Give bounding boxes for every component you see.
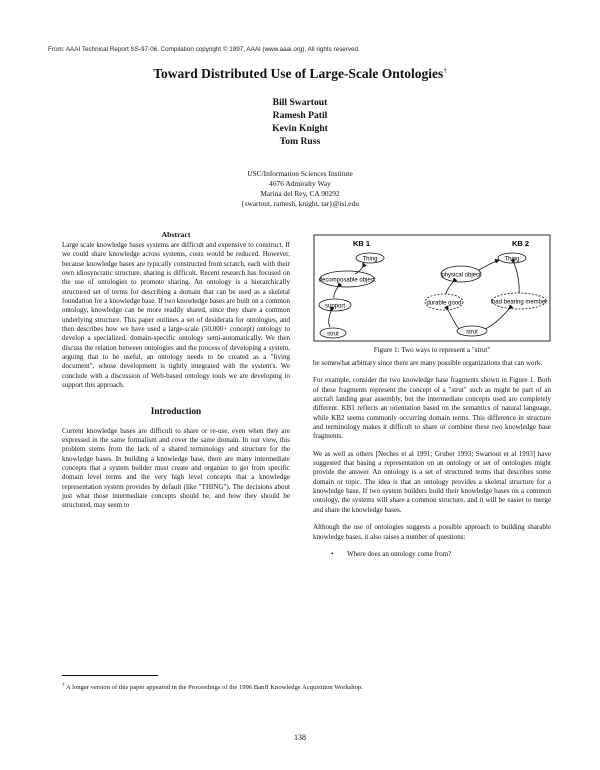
kb1-node-support-label: support [324, 303, 346, 310]
figure-frame [314, 235, 550, 341]
introduction-heading: Introduction [150, 406, 202, 417]
kb2-node-physical-object-label: physical object [441, 272, 481, 279]
footnote-mark: † [62, 682, 65, 688]
paragraph: be somewhat arbitrary since there are many possible organizations that can work. [313, 359, 543, 367]
paper-title [0, 66, 600, 82]
paragraph: We as well as others [Neches et al 1991; Gruber 1993; Swartout et al 1993] have suggested that basing a representation on an ontology or set of ontologies might provide the answer. An ontology is a set of structured terms that describes some domain or topic. The idea is that an ontology provides a skeletal structure for a knowledge base. If two system builders build their knowledge bases on a common ontology, the systems will share a common structure, and it will be easier to merge and share the knowledge bases. [313, 449, 551, 514]
title-footnote-mark: † [443, 66, 447, 75]
kb-diagram [313, 234, 551, 342]
author-list [0, 96, 600, 148]
right-column [313, 359, 551, 558]
page-number: 138 [294, 733, 306, 742]
kb1-node-decomposable-object-label: decomposable object [318, 277, 376, 284]
affiliation [0, 169, 600, 209]
introduction-text: Current knowledge bases are difficult to share or re-use, even when they are expressed in the same formalism and cover the same domain. In our view, this problem stems from the lack of a shared terminology and structure for the knowledge bases. In building a knowledge base, there are many intermediate concepts that a system builder must create and organize to get from specific domain level terms and the very high level concepts that a knowledge representation system provides by default (like "THING"). The decisions about just what those intermediate concepts should be, and how they should be structured, may seem to [62, 426, 290, 510]
bullet-dot: • [331, 549, 334, 558]
author: Ramesh Patil [272, 110, 328, 121]
kb1-node-strut-label: strut [327, 331, 339, 338]
footnote [62, 682, 522, 691]
kb2-node-thing-label: Thing [504, 256, 520, 263]
affiliation-line: 4676 Admiralty Way [269, 179, 331, 188]
left-column [62, 230, 290, 511]
kb1-node-thing-label: Thing [362, 256, 378, 263]
footnote-text: A longer version of this paper appeared in the Proceedings of the 1996 Banff Knowledge Acquisition Workshop. [66, 684, 363, 692]
author: Kevin Knight [272, 123, 328, 134]
title-text: Toward Distributed Use of Large-Scale Ontologies [153, 66, 444, 81]
kb2-label: KB 2 [512, 239, 530, 248]
affiliation-line: USC/Information Sciences Institute [247, 169, 353, 178]
kb2-node-durable-good-label: durable good [426, 300, 462, 307]
author: Bill Swartout [272, 97, 328, 108]
affiliation-line: Marina del Rey, CA 90292 [260, 189, 340, 198]
abstract-heading: Abstract [161, 230, 191, 239]
figure-caption: Figure 1: Two ways to represent a "strut" [373, 346, 491, 354]
footnote-rule [62, 675, 158, 676]
kb1-label: KB 1 [353, 239, 371, 248]
kb2-node-strut-label: strut [466, 329, 478, 336]
paragraph: Although the use of ontologies suggests a possible approach to building sharable knowledge bases, it also raises a number of questions: [313, 523, 551, 541]
paragraph: For example, consider the two knowledge base fragments shown in Figure 1. Both of these fragments represent the concept of a "strut" such as might be part of an aircraft landing gear assembly, but the intermediate concepts used are completely different. KB1 reflects an orientation based on the semantics of natural language, while KB2 seems commonly occurring domain terms. This difference in structure and terminology makes it difficult to share or combine these two knowledge base fragments. [313, 376, 551, 441]
copyright-header: From: AAAI Technical Report SS-97-06. Compilation copyright © 1997, AAAI (www.aaai.org). All rights reserved. [48, 46, 360, 53]
author: Tom Russ [279, 136, 321, 147]
bullet-text: Where does an ontology come from? [347, 549, 452, 558]
affiliation-email: {swartout, ramesh, knight, tar}@isi.edu [241, 199, 359, 208]
kb2-node-load-bearing-member-label: load bearing member [490, 299, 548, 306]
figure-1 [313, 234, 551, 342]
bullet-item [331, 550, 551, 558]
abstract-text: Large scale knowledge bases systems are difficult and expensive to construct. If we could share knowledge across systems, costs would be reduced. However, because knowledge bases are typically constructed from scratch, each with their own idiosyncratic structure, sharing is difficult. Recent research has focused on the use of ontologies to promote sharing. An ontology is a hierarchically structured set of terms for describing a domain that can be used as a skeletal foundation for a knowledge base. If two knowledge bases are built on a common ontology, knowledge can be more readily shared, since they share a common underlying structure. This paper outlines a set of desiderata for ontologies, and then describes how we have used a large-scale (50,000+ concept) ontology to develop a specialized, domain-specific ontology semi-automatically. We then discuss the relation between ontologies and the process of developing a system, arguing that to be useful, an ontology needs to be created as a "living document", whose development is tightly integrated with the system's. We conclude with a discussion of Web-based ontology tools we are developing to support this approach. [62, 241, 290, 390]
